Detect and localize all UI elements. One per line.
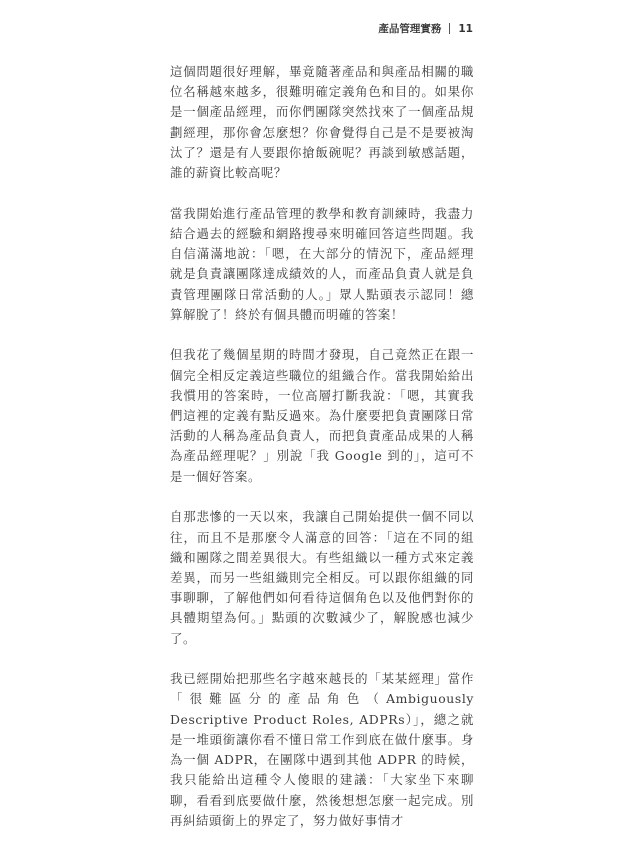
page-body <box>170 62 474 851</box>
running-header <box>0 21 473 36</box>
paragraph-4: 自那悲慘的一天以來，我讓自己開始提供一個不同以往，而且不是那麼令人滿意的回答：「這在不同的組織和團隊之間差異很大。有些組織以一種方式來定義差異，而另一些組織則完全相反。可以跟你組織的同事聊聊，了解他們如何看待這個角色以及他們對你的具體期望為何。」點頭的次數減少了，解脫感也減少了。 <box>170 509 474 646</box>
paragraph-3: 但我花了幾個星期的時間才發現，自己竟然正在跟一個完全相反定義這些職位的組織合作。當我開始給出我慣用的答案時，一位高層打斷我說：「嗯，其實我們這裡的定義有點反過來。為什麼要把負責團隊日常活動的人稱為產品負責人，而把負責產品成果的人稱為產品經理呢？」別說「我 Google 到的」，這可不是一個好答案。 <box>170 347 474 484</box>
paragraph-5: 我已經開始把那些名字越來越長的「某某經理」當作「很難區分的產品角色（Ambiguously Descriptive Product Roles, ADPRs）」，總之就是一堆頭銜讓你看不懂日常工作到底在做什麼事。身為一個 ADPR，在團隊中遇到其他 ADPR 的時候，我只能給出這種令人傻眼的建議：「大家坐下來聊聊，看看到底要做什麼，然後想想怎麼一起完成。別再糾結頭銜上的界定了，努力做好事情才 <box>170 671 474 828</box>
header-divider <box>449 23 450 34</box>
book-title: 產品管理實務 <box>378 23 442 35</box>
page-number: 11 <box>458 22 473 35</box>
paragraph-1: 這個問題很好理解，畢竟隨著產品和與產品相關的職位名稱越來越多，很難明確定義角色和目的。如果你是一個產品經理，而你們團隊突然找來了一個產品規劃經理，那你會怎麼想？你會覺得自己是不是要被淘汰了？還是有人要跟你搶飯碗呢？再談到敏感話題，誰的薪資比較高呢？ <box>170 64 474 181</box>
paragraph-2: 當我開始進行產品管理的教學和教育訓練時，我盡力結合過去的經驗和網路搜尋來明確回答這些問題。我自信滿滿地說：「嗯，在大部分的情況下，產品經理就是負責讓團隊達成績效的人，而產品負責人就是負責管理團隊日常活動的人。」眾人點頭表示認同！總算解脫了！終於有個具體而明確的答案！ <box>170 205 474 322</box>
